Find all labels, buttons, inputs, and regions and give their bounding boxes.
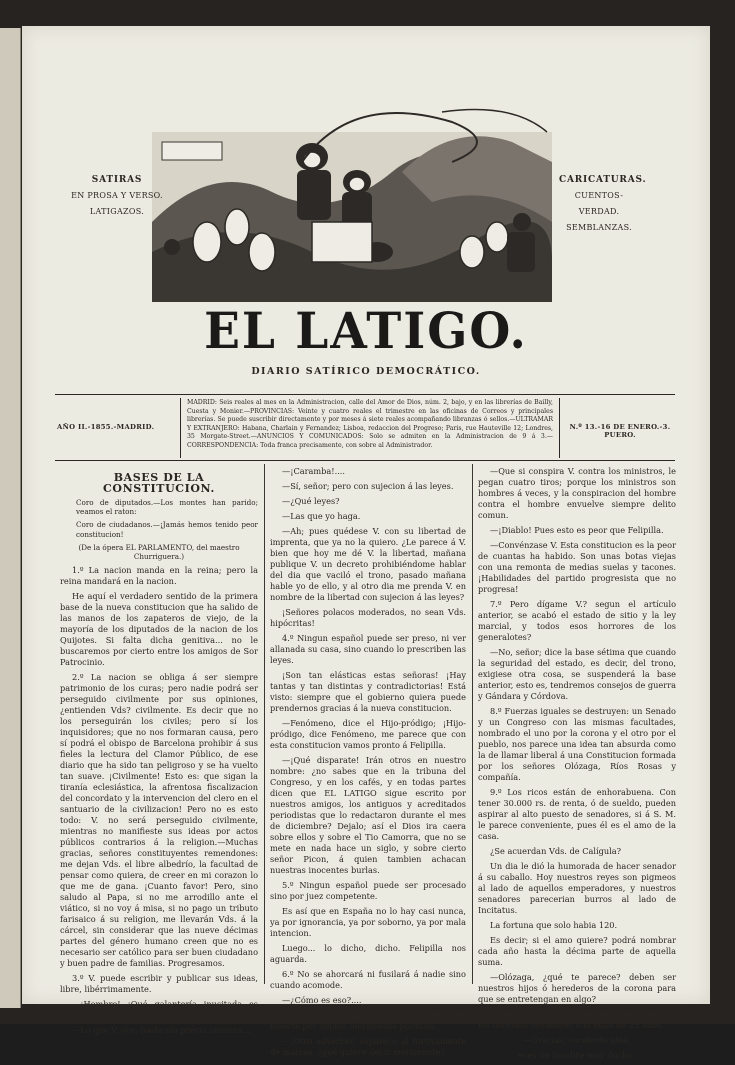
tagline-semblanzas: SEMBLANZAS.: [566, 223, 632, 232]
paragraph: —Las que yo haga.: [282, 511, 361, 521]
paragraph: He aquí el verdadero sentido de la primera base de la nueva constitucion que ha salido de las manos de los zapateros de viejo, de la mayoría de los diputados de la nacion de los Quijotes. Si falta dicha genitiva... no le buscaremos por cierto entre los amigos de Sor Patrocinio.: [60, 591, 258, 668]
paragraph: ¡Señores polacos moderados, no sean Vds. hipócritas!: [270, 607, 466, 628]
subscription-info: MADRID: Seis reales al mes en la Administracion, calle del Amor de Dios, núm. 2, bajo, y en las librerías de Bailly, Cuesta y Monier.—PROVINCIAS: Veinte y cuatro reales el trimestre en las oficinas de Correos y principales librerías. Se puede suscribir directamente y por meses á siete reales acompañando libranzas ó sellos.—ULTRAMAR Y EXTRANJERO: Habana, Charlain y Fernandez; Lisboa, redaccion del Progreso; Paris, rue Hauteville 12; Londres, 35 Morgate-Street.—ANUNCIOS Y COMUNICADOS: Solo se admiten en la Administracion de 9 á 3.—CORRESPONDENCIA: Toda franca precisamente, con sobre al Administrador.: [180, 398, 560, 458]
paragraph: 9.º Los ricos están de enhorabuena. Con tener 30.000 rs. de renta, ó de sueldo, pueden aspirar al alto puesto de senadores, si á S. M. le parece conveniente, pues él es el amo de la casa.: [478, 787, 676, 841]
epigraph-line: Coro de diputados.—Los montes han parido; veamos el raton:: [76, 498, 258, 517]
column-separator-2: [472, 464, 473, 984]
paragraph: —¡Otro adverbio! separece al furtivamente de marras. ¿qué quiere decir meramente?: [270, 1036, 466, 1057]
verse-line: eres un hombre muy ducho;: [518, 1050, 636, 1060]
paragraph: —¡Hombre! ¡Qué galantería inusitada es esa?: [60, 999, 258, 1021]
newspaper-title: EL LATIGO.: [204, 302, 528, 361]
paragraph: —¿Cómo es eso?....: [282, 995, 362, 1005]
epigraph-line: Coro de ciudadanos.—¡Jamás hemos tenido peor constitucion!: [76, 520, 258, 539]
section-title: BASES DE LA CONSTITUCION.: [103, 471, 215, 495]
paragraph: —¿Qué leyes?: [282, 496, 340, 506]
paragraph: —Convénzase V. Esta constitucion es la peor de cuantas ha habido. Son unas botas viejas con una remonta de medias suelas y tacones. ¡Habilidades del partido progresista que no progresa!: [478, 540, 676, 594]
paragraph: —Que si conspira V. contra los ministros, le pegan cuatro tiros; porque los ministros son hombres á veces, y la conspiracion del hombre contra el hombre envuelve siempre delito comun.: [478, 466, 676, 520]
adjacent-page-edge: [0, 28, 21, 1008]
paragraph: Es así que en España no lo hay casi nunca, ya por ignorancia, ya por soborno, ya por mala intencion.: [270, 906, 466, 938]
newspaper-page: [22, 26, 710, 1060]
masthead-right-tagline: [559, 172, 647, 236]
paragraph: 4.º Ningun español puede ser preso, ni ver allanada su casa, sino cuando lo prescriben las leyes.: [270, 633, 466, 665]
paragraph: Luego... lo dicho, dicho. Felipilla nos aguarda.: [270, 943, 466, 964]
tagline-cuentos: CUENTOS- VERDAD.: [574, 191, 624, 216]
paragraph: —Ah; pues quédese V. con su libertad de imprenta, que ya no la quiero. ¿Le parece á V. bien que hoy me dé V. la libertad, mañana publique V. un decreto prohibiéndome hablar del dia que vaciló el trono, pasado mañana hable yo de ello, y al otro dia me prenda V. en nombre de la libertad con sujecion á las leyes?: [270, 526, 466, 602]
rule-top: [55, 394, 675, 395]
tagline-caricaturas: CARICATURAS.: [559, 175, 647, 185]
paragraph: —Lo que V. oye; hasta sin prévia censura....: [72, 1025, 253, 1036]
paragraph: —Es decir que queda abolida la pena de muerte por delitos meramente políticos.: [270, 1010, 466, 1031]
rule-bottom: [55, 460, 675, 461]
paragraph: La fortuna que solo habia 120.: [490, 920, 618, 930]
verse-line: —Gracias; escelente idea,: [523, 1035, 631, 1045]
newspaper-subtitle: DIARIO SATÍRICO DEMOCRÁTICO.: [251, 366, 481, 377]
paragraph: —No, señor; dice la base sétima que cuando la seguridad del estado, es decir, del trono, exigiese otra cosa, se suspenderá la base anterior, esto es, tendremos consejos de guerra y Gándara y Córdova.: [478, 647, 676, 701]
paragraph: —Señor, para que engorden y se diviertan, los haremos senadores á la edad de 25 años.: [478, 1009, 676, 1030]
paragraph: 1.º La nacion manda en la reina; pero la reina mandará en la nacion.: [60, 565, 258, 587]
paragraph: Es decir; si el amo quiere? podrá nombrar cada año hasta la décima parte de aquella suma.: [478, 935, 676, 967]
tagline-prosa-verso: EN PROSA Y VERSO.: [71, 191, 163, 200]
issue-year-place: AÑO II.-1855.-MADRID.: [57, 423, 155, 431]
paragraph: —¡Diablo! Pues esto es peor que Felipilla.: [490, 525, 664, 535]
paragraph: 3.º V. puede escribir y publicar sus ideas, libre, libérrimamente.: [60, 973, 258, 995]
paragraph: —Sí, señor; pero con sujecion á las leyes.: [282, 481, 454, 491]
column-1: [60, 466, 258, 1040]
paragraph: 6.º No se ahorcará ni fusilará á nadie sino cuando acomode.: [270, 969, 466, 990]
paragraph: 5.º Ningun español puede ser procesado sino por juez competente.: [270, 880, 466, 901]
paragraph: 2.º La nacion se obliga á ser siempre patrimonio de los curas; pero nadie podrá ser perseguido civilmente por sus opiniones, ¿entienden Vds? civilmente. Es decir que no los perseguirán los civiles; pero sí los inquisidores; que no nos formaran causa, pero sí podrá el obispo de Barcelona prohibir á sus fieles la lectura del Clamor Público, de ese diario que ha sido tan peligroso y se ha vuelto tan suave. ¡Civilmente! Esto es: que sigan la tiranía eclesiástica, la afrentosa fiscalizacion del concordato y la intervencion del clero en el santuario de la civilizacion! Pero no es esto todo: V. no será perseguido civilmente, mientras no manifieste sus ideas por actos públicos contrarios á la religion.—Muchas gracias, señores constituyentes remendones: me dejan Vds. el libre albedrío, la facultad de pensar como quiera, de creer en mi corazon lo que me de gana. ¡Cuanto favor! Pero, sino saludo al Papa, si no me arrodillo ante el viático, si no voy á misa, si no pago un tributo farisaico á su religion, me llevarán Vds. á la cárcel, sin considerar que las nueve décimas partes del género humano creen que no es necesario ser católico para ser buen ciudadano y buen padre de familias. Progresamos.: [60, 672, 258, 969]
paragraph: —¡Caramba!....: [282, 466, 346, 476]
paragraph: —Fenómeno, dice el Hijo-pródigo; ¡Hijo-pródigo, dice Fenómeno, me parece que con esta constitucion vamos pronto á Felipilla.: [270, 718, 466, 750]
tagline-latigazos: LATIGAZOS.: [89, 207, 145, 216]
paragraph: —Olózaga, ¿qué te parece? deben ser nuestros hijos ó herederos de la corona para que se entretengan en algo?: [478, 972, 676, 1004]
tagline-satiras: SATIRAS: [91, 175, 143, 185]
column-separator-1: [264, 464, 265, 984]
paragraph: —¡Qué disparate! Irán otros en nuestro nombre: ¿no sabes que en la tribuna del Congreso, y en los cafés, y en todas partes dicen que EL LATIGO sigue escrito por nuestros amigos, los antiguos y acreditados periodistas que lo redactaron durante el mes de diciembre? Dejalo; así el Dios ira caera sobre ellos y sobre el Tio Camorra, que no se mete en nada hace un siglo, y sobre cierto señor Picon, á quien tambien achacan nuestras inocentes burlas.: [270, 755, 466, 875]
paragraph: ¡Son tan elásticas estas señoras! ¡Hay tantas y tan distintas y contradictorias! Está visto: siempre que el gobierno quiera puede prendernos gracias á la nueva constitucion.: [270, 670, 466, 713]
paragraph: Un dia le dió la humorada de hacer senador á su caballo. Hoy nuestros reyes son pigmeos al lado de aquellos emperadores, y nuestros senadores parecerian burros al lado de Incitatus.: [478, 861, 676, 915]
paragraph: 7.º Pero dígame V.? segun el artículo anterior, se acabó el estado de sitio y la ley marcial, y todos esos horrores de los generalotes?: [478, 599, 676, 642]
masthead-caricature-illustration: [152, 102, 552, 302]
column-3: [478, 466, 676, 1065]
column-2: [270, 466, 466, 1062]
paragraph: 8.º Fuerzas iguales se destruyen: un Senado y un Congreso con las mismas facultades, nombrado el uno por la corona y el otro por el pueblo, nos parece una idea tan absurda como la de llamar liberal á una Constitucion formada por los señores Olózaga, Ríos Rosas y compañía.: [478, 706, 676, 782]
masthead-left-tagline: [62, 172, 172, 220]
issue-number-date: N.º 13.-16 DE ENERO.-3. PUERO.: [569, 423, 671, 439]
paragraph: ¿Se acuerdan Vds. de Calígula?: [490, 846, 621, 856]
epigraph-source: (De la ópera EL PARLAMENTO, del maestro Churriguera.): [78, 542, 240, 562]
